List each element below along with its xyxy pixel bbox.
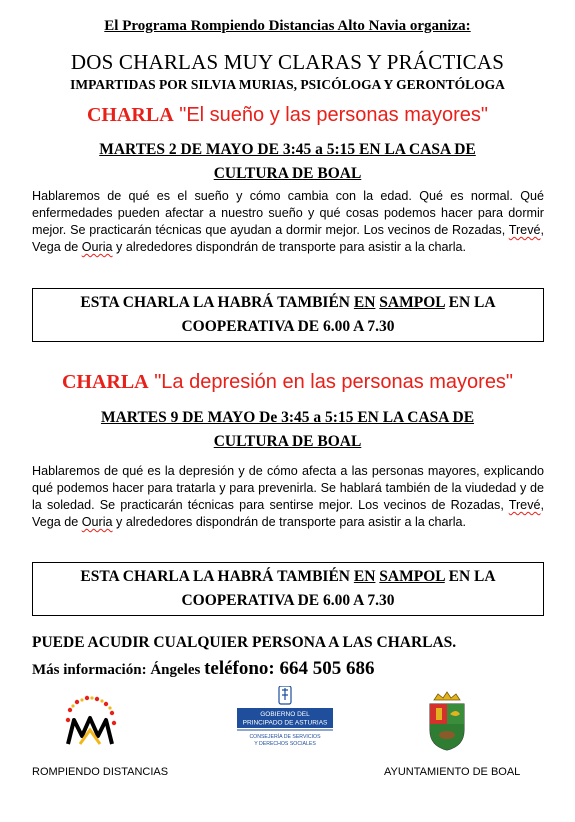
charla1-desc-part-c: y alrededores dispondrán de transporte para asistir a la charla.: [112, 240, 467, 254]
footer-rompiendo-distancias: ROMPIENDO DISTANCIAS: [32, 766, 169, 778]
charla1-desc-part-b: , Vega de: [32, 223, 544, 254]
charla2-desc-treve: Trevé: [508, 498, 541, 512]
principado-line2: PRINCIPADO DE ASTURIAS: [242, 719, 328, 727]
charla2-box-sampol: SAMPOL: [379, 568, 445, 585]
organizer-heading: El Programa Rompiendo Distancias Alto Navia organiza:: [104, 18, 471, 34]
contact-label: Más información: Ángeles: [32, 662, 205, 678]
charla1-box-line2: COOPERATIVA DE 6.00 A 7.30: [181, 318, 395, 335]
charla1-keyword: CHARLA: [86, 104, 174, 126]
boal-coat-of-arms-icon: [426, 690, 468, 752]
charla1-date-line1: MARTES 2 DE MAYO DE 3:45 a 5:15 EN LA CASA DE: [99, 141, 476, 158]
contact-info: [32, 658, 375, 680]
contact-phone: teléfono: 664 505 686: [204, 658, 375, 679]
charla2-description: [32, 463, 544, 531]
charla2-box-line1: [33, 565, 543, 589]
open-to-all-notice: PUEDE ACUDIR CUALQUIER PERSONA A LAS CHARLAS.: [32, 634, 457, 651]
charla1-box-post: EN LA: [444, 294, 496, 311]
charla1-date-line2: CULTURA DE BOAL: [213, 165, 362, 182]
charla2-title: [0, 371, 575, 394]
charla2-keyword: CHARLA: [61, 371, 149, 393]
charla1-desc-treve: Trevé: [508, 223, 541, 237]
principado-line1: GOBIERNO DEL: [260, 711, 310, 718]
footer-ayuntamiento-boal: AYUNTAMIENTO DE BOAL: [384, 766, 521, 778]
main-headline: DOS CHARLAS MUY CLARAS Y PRÁCTICAS: [70, 50, 505, 74]
charla1-description: [32, 188, 544, 256]
charla2-box-post: EN LA: [444, 568, 496, 585]
principado-asturias-logo: [233, 686, 337, 754]
charla2-box-line2: COOPERATIVA DE 6.00 A 7.30: [181, 592, 395, 609]
principado-line3: CONSEJERÍA DE SERVICIOS: [249, 734, 321, 740]
charla1-desc-part-a: Hablaremos de qué es el sueño y cómo cambia con la edad. Qué es normal. Qué enfermedades pueden afectar a nuestro sueño y qué cosas podemos hacer para dormir mejor. Se practicarán técnicas que ayudan a dormir mejor. Los vecinos de Rozadas,: [32, 189, 544, 237]
charla1-box-line1: [33, 291, 543, 315]
charla1-title: [0, 104, 575, 127]
charla2-date-line2: CULTURA DE BOAL: [213, 433, 362, 450]
charla1-box-en: EN: [353, 294, 376, 311]
principado-line4: Y DERECHOS SOCIALES: [254, 741, 316, 747]
speaker-line: IMPARTIDAS POR SILVIA MURIAS, PSICÓLOGA Y GERONTÓLOGA: [70, 77, 505, 92]
charla1-also-box: [32, 288, 544, 342]
charla1-desc-ouria: Ouria: [81, 240, 113, 254]
charla2-desc-part-a: Hablaremos de qué es la depresión y de cómo afecta a las personas mayores, explicando qué podemos hacer para tratarla y para prevenirla. Se hablará también de la viudedad y de la soledad. Se practicarán técnicas para sentirse mejor. Los vecinos de Rozadas,: [32, 464, 544, 512]
charla2-box-en: EN: [353, 568, 376, 585]
charla1-topic: "El sueño y las personas mayores": [179, 104, 489, 126]
charla2-date-line1: MARTES 9 DE MAYO De 3:45 a 5:15 EN LA CASA DE: [100, 409, 475, 426]
charla2-box-pre: ESTA CHARLA LA HABRÁ TAMBIÉN: [80, 568, 354, 585]
charla2-desc-part-c: y alrededores dispondrán de transporte para asistir a la charla.: [112, 515, 467, 529]
rompiendo-distancias-logo: [60, 690, 118, 752]
charla2-also-box: [32, 562, 544, 616]
charla2-topic: "La depresión en las personas mayores": [154, 371, 514, 393]
charla2-desc-ouria: Ouria: [81, 515, 113, 529]
charla1-box-pre: ESTA CHARLA LA HABRÁ TAMBIÉN: [80, 294, 354, 311]
charla2-desc-part-b: , Vega de: [32, 498, 544, 529]
charla1-box-sampol: SAMPOL: [379, 294, 445, 311]
